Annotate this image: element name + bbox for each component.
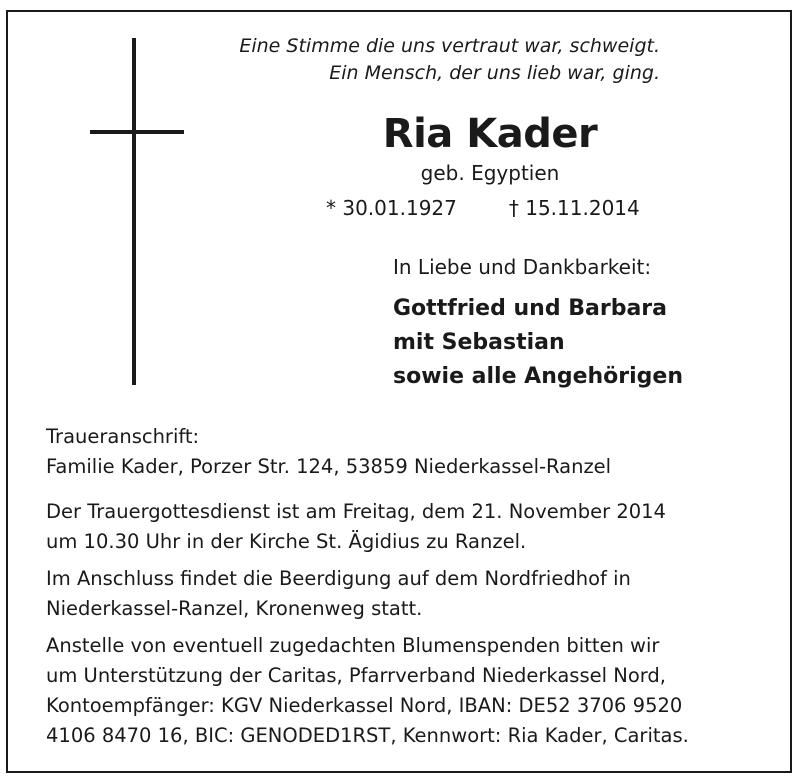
mourning-address: [46, 422, 776, 482]
address-label: Traueranschrift:: [46, 425, 200, 448]
text-line: Anstelle von eventuell zugedachten Blumenspenden bitten wir: [46, 634, 660, 657]
mourners-intro: In Liebe und Dankbarkeit:: [393, 255, 652, 279]
motto-line: Eine Stimme die uns vertraut war, schweigt.: [239, 35, 660, 57]
death-date: † 15.11.2014: [508, 196, 640, 220]
donations-paragraph: [46, 631, 776, 751]
text-line: um Unterstützung der Caritas, Pfarrverband Niederkassel Nord,: [46, 664, 667, 687]
life-dates: [326, 195, 640, 221]
text-line: um 10.30 Uhr in der Kirche St. Ägidius zu Ranzel.: [46, 530, 527, 553]
mourner-line: Gottfried und Barbara: [393, 296, 667, 321]
text-line: Niederkassel-Ranzel, Kronenweg statt.: [46, 597, 423, 620]
address-value: Familie Kader, Porzer Str. 124, 53859 Niederkassel-Ranzel: [46, 455, 612, 478]
deceased-name: Ria Kader: [382, 111, 598, 157]
birth-name: geb. Egyptien: [420, 161, 560, 185]
text-line: 4106 8470 16, BIC: GENODED1RST, Kennwort: Ria Kader, Caritas.: [46, 724, 689, 747]
cross-vertical-bar: [132, 38, 136, 385]
mourners-list: [393, 292, 683, 394]
service-paragraph: [46, 497, 776, 557]
burial-paragraph: [46, 564, 776, 624]
mourner-line: mit Sebastian: [393, 330, 565, 355]
motto-line: Ein Mensch, der uns lieb war, ging.: [329, 62, 660, 84]
birth-date: * 30.01.1927: [326, 196, 457, 220]
cross-horizontal-bar: [90, 130, 184, 134]
motto-quote: [239, 33, 660, 87]
text-line: Im Anschluss findet die Beerdigung auf dem Nordfriedhof in: [46, 567, 631, 590]
text-line: Kontoempfänger: KGV Niederkassel Nord, IBAN: DE52 3706 9520: [46, 694, 683, 717]
text-line: Der Trauergottesdienst ist am Freitag, dem 21. November 2014: [46, 500, 666, 523]
mourner-line: sowie alle Angehörigen: [393, 364, 684, 389]
